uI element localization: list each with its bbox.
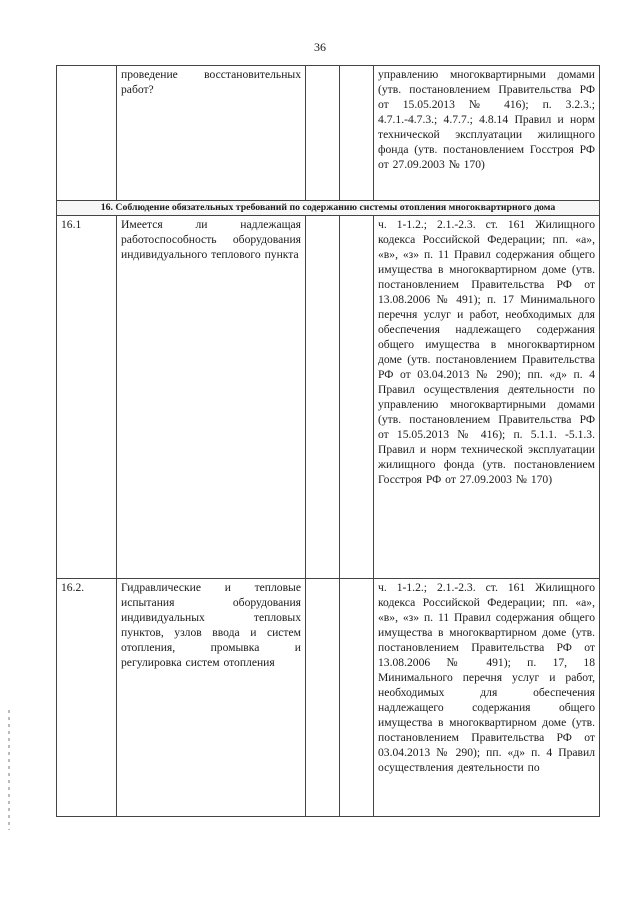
section-title: 16. Соблюдение обязательных требований по содержанию системы отопления многоквартирного дома	[57, 201, 600, 216]
row-number	[57, 66, 117, 201]
table-row	[57, 66, 600, 201]
row-number: 16.2.	[57, 579, 117, 817]
empty-cell	[306, 579, 340, 817]
section-header-row	[57, 201, 600, 216]
legal-reference-cell: ч. 1-1.2.; 2.1.-2.3. ст. 161 Жилищного кодекса Российской Федерации; пп. «а», «в», «з» п. 11 Правил содержания общего имущества в многоквартирном доме (утв. постановлением Правительства РФ от 13.08.2006 № 491); п. 17 Минимального перечня услуг и работ, необходимых для обеспечения надлежащего содержания общего имущества в многоквартирном доме (утв. постановлением Правительства РФ от 03.04.2013 № 290); пп. «д» п. 4 Правил осуществления деятельности по управлению многоквартирными домами (утв. постановлением Правительства РФ от 15.05.2013 № 416); п. 5.1.1. -5.1.3. Правил и норм технической эксплуатации жилищного фонда (утв. постановлением Госстроя РФ от 27.09.2003 № 170)	[374, 216, 600, 579]
requirement-cell: Имеется ли надлежащая работоспособность оборудования индивидуального теплового пункта	[117, 216, 306, 579]
row-number: 16.1	[57, 216, 117, 579]
table-row	[57, 216, 600, 579]
requirement-cell: Гидравлические и тепловые испытания оборудования индивидуальных тепловых пунктов, узлов ввода и систем отопления, промывка и регулировка систем отопления	[117, 579, 306, 817]
legal-reference-cell: ч. 1-1.2.; 2.1.-2.3. ст. 161 Жилищного кодекса Российской Федерации; пп. «а», «в», «з» п. 11 Правил содержания общего имущества в многоквартирном доме (утв. постановлением Правительства РФ от 13.08.2006 № 491); п. 17, 18 Минимального перечня услуг и работ, необходимых для обеспечения надлежащего содержания общего имущества в многоквартирном доме (утв. постановлением Правительства РФ от 03.04.2013 № 290); пп. «д» п. 4 Правил осуществления деятельности по	[374, 579, 600, 817]
legal-reference-cell: управлению многоквартирными домами (утв. постановлением Правительства РФ от 15.05.2013 № 416); п. 3.2.3.; 4.7.1.-4.7.3.; 4.7.7.; 4.8.14 Правил и норм технической эксплуатации жилищного фонда (утв. постановлением Госстроя РФ от 27.09.2003 № 170)	[374, 66, 600, 201]
empty-cell	[306, 66, 340, 201]
page-number: 36	[314, 40, 326, 54]
empty-cell	[306, 216, 340, 579]
empty-cell	[340, 66, 374, 201]
scan-artifact	[8, 710, 10, 830]
empty-cell	[340, 579, 374, 817]
requirements-table	[56, 65, 600, 817]
empty-cell	[340, 216, 374, 579]
table-row	[57, 579, 600, 817]
requirement-cell: проведение восстановительных работ?	[117, 66, 306, 201]
